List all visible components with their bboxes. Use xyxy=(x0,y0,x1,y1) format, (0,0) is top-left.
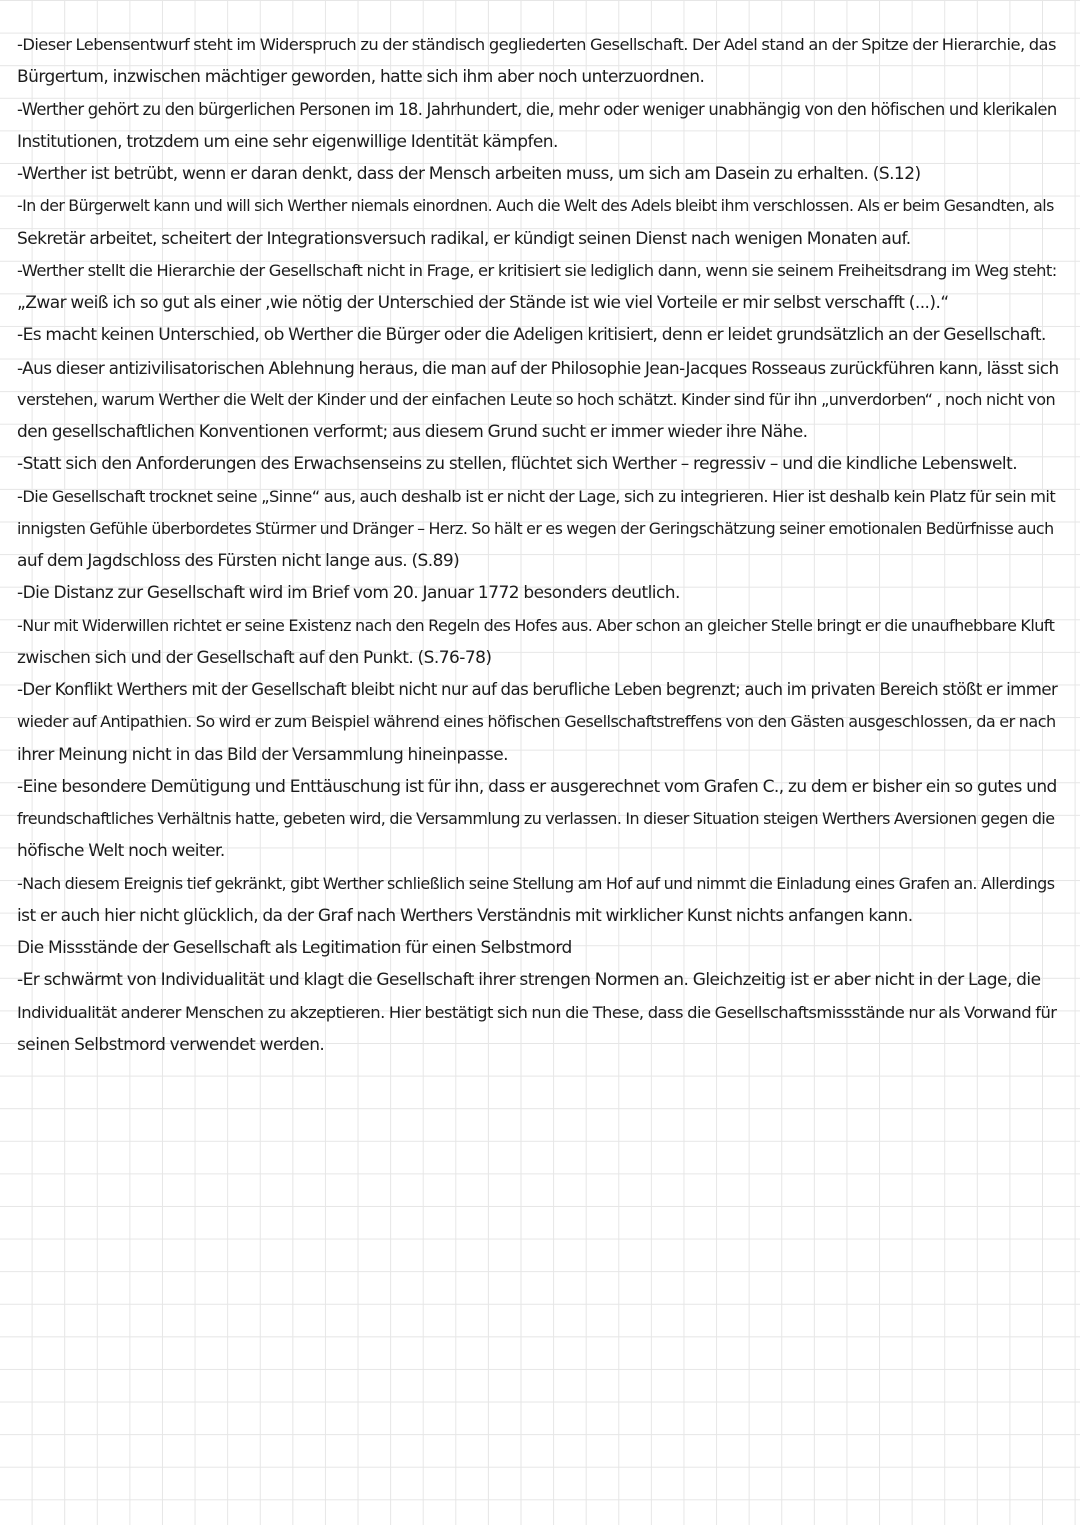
note-line: Institutionen, trotzdem um eine sehr eigenwillige Identität kämpfen. xyxy=(17,131,558,152)
note-line: -Dieser Lebensentwurf steht im Widerspruch zu der ständisch gegliederten Gesellschaft. Der Adel stand an der Spitze der Hierarchie, das xyxy=(17,35,1056,54)
note-line: höfische Welt noch weiter. xyxy=(17,841,225,862)
note-line: innigsten Gefühle überbordetes Stürmer und Dränger – Herz. So hält er es wegen der Geringschätzung seiner emotionalen Bedürfnisse auch xyxy=(17,518,1054,538)
note-line: Bürgertum, inzwischen mächtiger geworden, hatte sich ihm aber noch unterzuordnen. xyxy=(17,67,705,88)
note-line: -Eine besondere Demütigung und Enttäuschung ist für ihn, dass er ausgerechnet vom Grafen C., zu dem er bisher ein so gutes und xyxy=(17,776,1057,797)
note-line: Individualität anderer Menschen zu akzeptieren. Hier bestätigt sich nun die These, dass die Gesellschaftsmissstände nur als Vorwand für xyxy=(17,1002,1057,1022)
note-line: verstehen, warum Werther die Welt der Kinder und der einfachen Leute so hoch schätzt. Kinder sind für ihn „unverdorben“ , noch nicht von xyxy=(17,389,1056,409)
note-line: seinen Selbstmord verwendet werden. xyxy=(17,1034,325,1055)
note-line: den gesellschaftlichen Konventionen verformt; aus diesem Grund sucht er immer wieder ihre Nähe. xyxy=(17,422,808,442)
note-line: zwischen sich und der Gesellschaft auf den Punkt. (S.76-78) xyxy=(17,647,492,668)
note-line: wieder auf Antipathien. So wird er zum Beispiel während eines höfischen Gesellschaftstreffens von den Gästen ausgeschlossen, da er nach xyxy=(17,712,1056,732)
note-line: -Werther stellt die Hierarchie der Gesellschaft nicht in Frage, er kritisiert sie lediglich dann, wenn sie seinem Freiheitsdrang im Weg steht: xyxy=(17,260,1057,280)
note-line: auf dem Jagdschloss des Fürsten nicht lange aus. (S.89) xyxy=(17,551,460,571)
note-line: -Nur mit Widerwillen richtet er seine Existenz nach den Regeln des Hofes aus. Aber schon an gleicher Stelle bringt er die unaufhebbare Kluft xyxy=(17,615,1055,635)
section-heading: Die Missstände der Gesellschaft als Legitimation für einen Selbstmord xyxy=(17,938,572,958)
note-line: -Der Konflikt Werthers mit der Gesellschaft bleibt nicht nur auf das berufliche Leben begrenzt; auch im privaten Bereich stößt er immer xyxy=(17,680,1058,699)
note-line: -Er schwärmt von Individualität und klagt die Gesellschaft ihrer strengen Normen an. Gleichzeitig ist er aber nicht in der Lage, die xyxy=(17,970,1041,991)
note-line: -In der Bürgerwelt kann und will sich Werther niemals einordnen. Auch die Welt des Adels bleibt ihm verschlossen. Als er beim Gesandten, als xyxy=(17,196,1054,216)
note-line: -Werther ist betrübt, wenn er daran denkt, dass der Mensch arbeiten muss, um sich am Dasein zu erhalten. (S.12) xyxy=(17,164,921,184)
note-line: -Die Gesellschaft trocknet seine „Sinne“ aus, auch deshalb ist er nicht der Lage, sich zu integrieren. Hier ist deshalb kein Platz für sein mit xyxy=(17,486,1056,506)
note-line: „Zwar weiß ich so gut als einer ‚wie nötig der Unterschied der Stände ist wie viel Vorteile er mir selbst verschafft (...).“ xyxy=(17,293,949,313)
note-line: -Nach diesem Ereignis tief gekränkt, gibt Werther schließlich seine Stellung am Hof auf und nimmt die Einladung eines Grafen an. Allerdings xyxy=(17,873,1055,893)
note-line: Sekretär arbeitet, scheitert der Integrationsversuch radikal, er kündigt seinen Dienst nach wenigen Monaten auf. xyxy=(17,228,911,249)
note-line: -Es macht keinen Unterschied, ob Werther die Bürger oder die Adeligen kritisiert, denn er leidet grundsätzlich an der Gesellschaft. xyxy=(17,325,1046,346)
note-line: ihrer Meinung nicht in das Bild der Versammlung hineinpasse. xyxy=(17,744,508,765)
note-line: -Aus dieser antizivilisatorischen Ablehnung heraus, die man auf der Philosophie Jean-Jacques Rosseaus zurückführen kann, lässt sich xyxy=(17,357,1059,378)
note-line: freundschaftliches Verhältnis hatte, gebeten wird, die Versammlung zu verlassen. In dieser Situation steigen Werthers Aversionen gegen die xyxy=(17,809,1055,828)
note-line: ist er auch hier nicht glücklich, da der Graf nach Werthers Verständnis mit wirklicher Kunst nichts anfangen kann. xyxy=(17,905,913,926)
note-line: -Statt sich den Anforderungen des Erwachsenseins zu stellen, flüchtet sich Werther – regressiv – und die kindliche Lebenswelt. xyxy=(17,454,1018,475)
note-line: -Die Distanz zur Gesellschaft wird im Brief vom 20. Januar 1772 besonders deutlich. xyxy=(17,583,680,604)
note-line: -Werther gehört zu den bürgerlichen Personen im 18. Jahrhundert, die, mehr oder weniger unabhängig von den höfischen und klerikalen xyxy=(17,99,1057,119)
